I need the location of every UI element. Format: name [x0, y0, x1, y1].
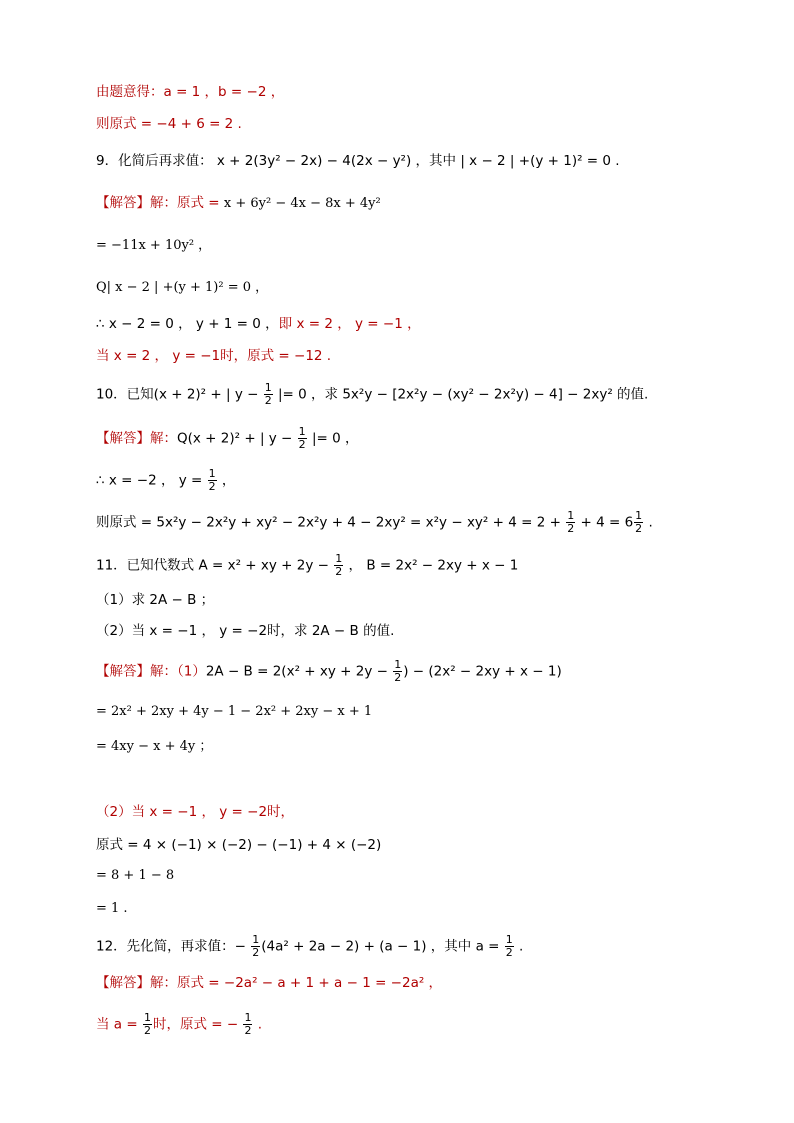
- text-line: 由题意得：a = 1 ，b = −2 ，: [96, 84, 285, 100]
- text-line: [96, 468, 235, 493]
- fraction: [208, 468, 217, 493]
- fraction-num: 1: [143, 1011, 151, 1024]
- text-segment: (4a² + 2a − 2) + (a − 1) ，其中 a =: [261, 938, 504, 955]
- fraction: [505, 934, 514, 959]
- fraction-num: 1: [264, 381, 272, 394]
- fraction: [264, 382, 273, 407]
- answer-line: 【解答】解：原式 = −2a² − a + 1 + a − 1 = −2a² ，: [96, 975, 443, 991]
- text-segment: Q(x + 2)² + | y −: [177, 430, 297, 447]
- text-segment: 即 x = 2 ， y = −1 ，: [278, 316, 421, 332]
- fraction-den: 2: [143, 1024, 151, 1037]
- fraction-num: 1: [244, 1011, 252, 1024]
- fraction-num: 1: [252, 933, 260, 946]
- fraction-num: 1: [298, 425, 306, 438]
- answer-line: [96, 659, 562, 684]
- text-segment: ， B = 2x² − 2xy + x − 1: [344, 557, 519, 574]
- text-line: [96, 314, 421, 334]
- question-9: 9．化简后再求值： x + 2(3y² − 2x) − 4(2x − y²) ，其中 | x − 2 | +(y + 1)² = 0 .: [96, 153, 620, 169]
- text-segment: ，: [217, 472, 236, 489]
- fraction-den: 2: [567, 522, 575, 535]
- text-segment: ∴ x = −2 ， y =: [96, 472, 207, 489]
- text-line: = 2x² + 2xy + 4y − 1 − 2x² + 2xy − x + 1: [96, 704, 373, 719]
- fraction: [298, 426, 307, 451]
- text-segment: 10．已知(x + 2)² + | y −: [96, 386, 263, 403]
- fraction-den: 2: [208, 480, 216, 493]
- text-line: [96, 1012, 262, 1037]
- text-line: = 4xy − x + 4y ；: [96, 739, 213, 754]
- expression: x + 6y² − 4x − 8x + 4y²: [223, 196, 381, 211]
- text-segment: 12．先化简，再求值：−: [96, 938, 251, 955]
- fraction: [243, 1012, 252, 1037]
- fraction: [334, 553, 343, 578]
- fraction-den: 2: [505, 946, 513, 959]
- fraction-den: 2: [335, 565, 343, 578]
- answer-label: 【解答】解：原式 =: [96, 195, 224, 211]
- fraction: [393, 659, 402, 684]
- fraction-num: 1: [335, 552, 343, 565]
- text-line: 则原式 = −4 + 6 = 2 .: [96, 116, 242, 132]
- text-segment: + 4 = 6: [576, 514, 634, 531]
- fraction: [566, 510, 575, 535]
- fraction: [634, 510, 643, 535]
- answer-line: [96, 426, 359, 451]
- text-line: 原式 = 4 × (−1) × (−2) − (−1) + 4 × (−2): [96, 837, 382, 853]
- answer-label: 【解答】解：: [96, 430, 177, 447]
- fraction-num: 1: [567, 509, 575, 522]
- text-segment: .: [644, 514, 653, 531]
- fraction: [143, 1012, 152, 1037]
- text-line: = −11x + 10y² ，: [96, 238, 212, 253]
- fraction-num: 1: [394, 658, 402, 671]
- text-line: = 1 .: [96, 901, 128, 916]
- question-10: [96, 382, 648, 407]
- fraction-den: 2: [394, 671, 402, 684]
- fraction-num: 1: [208, 467, 216, 480]
- text-segment: 11．已知代数式 A = x² + xy + 2y −: [96, 557, 334, 574]
- fraction-num: 1: [635, 509, 643, 522]
- text-line: （2）当 x = −1 ， y = −2时，求 2A − B 的值.: [96, 623, 395, 639]
- fraction: [251, 934, 260, 959]
- text-segment: 当 a =: [96, 1016, 142, 1033]
- fraction-den: 2: [244, 1024, 252, 1037]
- fraction-den: 2: [298, 438, 306, 451]
- text-segment: .: [253, 1016, 263, 1033]
- answer-line: [96, 193, 381, 214]
- text-segment: |= 0 ，: [307, 430, 359, 447]
- question-11: [96, 553, 518, 578]
- fraction-den: 2: [264, 394, 272, 407]
- text-line: = 8 + 1 − 8: [96, 868, 175, 883]
- text-line: Q| x − 2 | +(y + 1)² = 0 ，: [96, 280, 269, 295]
- text-segment: |= 0 ，求 5x²y − [2x²y − (xy² − 2x²y) − 4] − 2xy² 的值.: [273, 386, 649, 403]
- text-line: （1）求 2A − B ；: [96, 592, 215, 608]
- text-segment: .: [514, 938, 524, 955]
- question-12: [96, 934, 523, 959]
- text-segment: ) − (2x² − 2xy + x − 1): [403, 663, 562, 680]
- text-line: 当 x = 2 ， y = −1时，原式 = −12 .: [96, 348, 332, 364]
- text-segment: ∴ x − 2 = 0 ， y + 1 = 0 ，: [96, 316, 279, 332]
- text-line: [96, 510, 653, 535]
- text-segment: 时，原式 = −: [152, 1016, 243, 1033]
- fraction-den: 2: [252, 946, 260, 959]
- fraction-den: 2: [635, 522, 643, 535]
- text-segment: 则原式 = 5x²y − 2x²y + xy² − 2x²y + 4 − 2xy² = x²y − xy² + 4 = 2 +: [96, 514, 566, 531]
- text-segment: 2A − B = 2(x² + xy + 2y −: [205, 663, 393, 680]
- answer-label: 【解答】解：（1）: [96, 663, 206, 680]
- fraction-num: 1: [505, 933, 513, 946]
- text-line: （2）当 x = −1 ， y = −2时，: [96, 804, 295, 820]
